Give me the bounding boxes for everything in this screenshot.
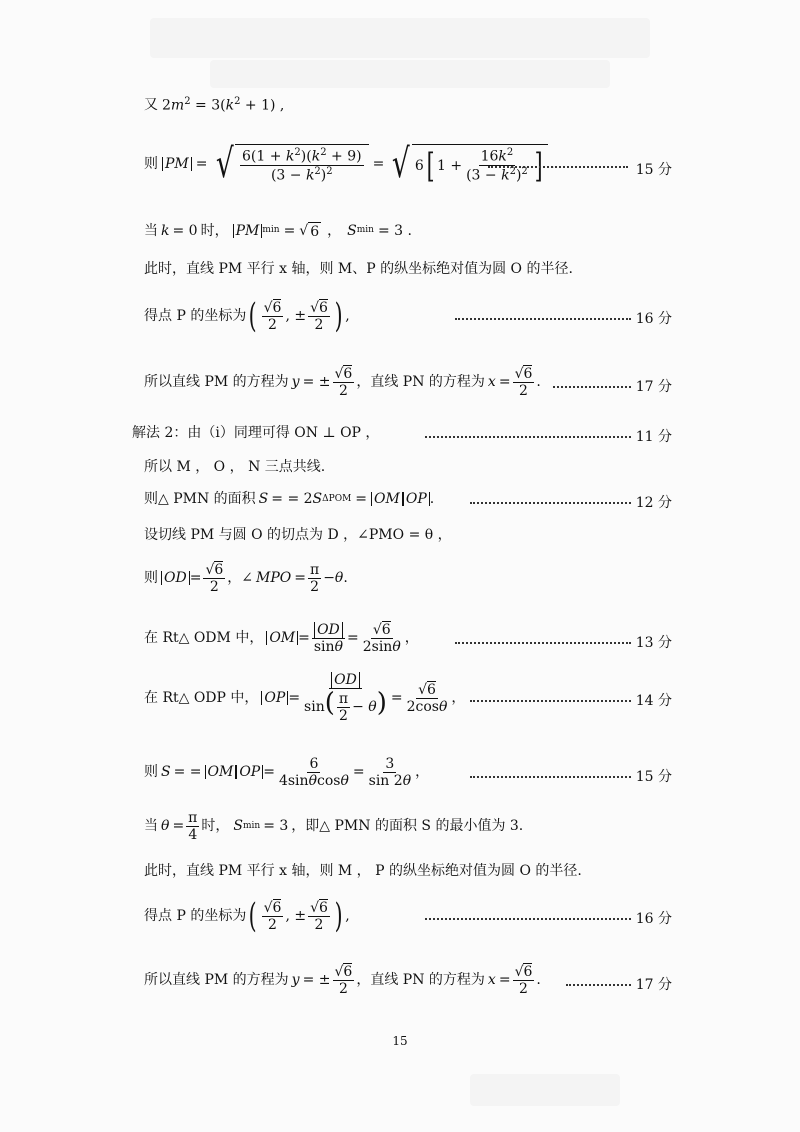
line-6-prefix: 所以直线 PM 的方程为 xyxy=(144,374,289,390)
line-13-text: 在 Rt△ ODP 中， xyxy=(144,690,259,706)
line-16: 此时，直线 PM 平行 x 轴，则 M ， P 的纵坐标绝对值为圆 O 的半径. xyxy=(144,863,582,879)
line-18-mid: ，直线 PN 的方程为 xyxy=(356,972,485,988)
line-15-suffix: ，即△ PMN 的面积 S 的最小值为 3. xyxy=(291,818,524,834)
dots-17b xyxy=(566,982,631,986)
score-15a: 15 分 xyxy=(635,162,672,178)
line-15-mid: 时， xyxy=(201,818,230,834)
line-5-text: 得点 P 的坐标为 xyxy=(144,308,247,324)
score-16b: 16 分 xyxy=(635,911,672,927)
line-12: 在 Rt△ ODM 中， OM = $\frac{OD}{\sin\theta}$ = $\frac{√6}{2\sin\theta}$ ， xyxy=(144,621,419,655)
dots-12 xyxy=(470,500,631,504)
watermark-top-2 xyxy=(210,60,610,88)
line-17: 得点 P 的坐标为 ( $\frac{√6}{2}$ , ± $\frac{√6}{2}$ ) , xyxy=(144,896,350,936)
watermark-bottom xyxy=(470,1074,620,1106)
dots-16a xyxy=(455,316,631,320)
line-2-text: 则 xyxy=(144,156,158,172)
line-15: 当 θ = $\frac{\pi}{4}$ 时， S min = 3 ，即△ PMN 的面积 S 的最小值为 3. xyxy=(144,809,524,843)
sqrt-pm-2: √ 6 [ 1 + $\frac{16k^2}{(3 - k^2)^2}$ ] xyxy=(388,144,548,184)
sqrt-pm-1: √ $\frac{6(1 + k^2)(k^2 + 9)}{(3 - k^2)^2}$ xyxy=(212,144,369,184)
score-14: 14 分 xyxy=(635,693,672,709)
formula-2m2: $2m^2 = 3(k^2 + 1)$ , xyxy=(162,96,285,114)
line-11-text: 则 xyxy=(144,570,158,586)
dots-15b xyxy=(470,774,631,778)
line-14: 则 S = = OM OP = $\frac{6}{4\sin\theta\cos\theta}$ = $\frac{3}{\sin 2\theta}$ ， xyxy=(144,755,430,789)
line-13: 在 Rt△ ODP 中， OP = OD sin( $\frac{\pi}{2}$ − θ) = $\frac{√6}{2\cos\theta}$ ， xyxy=(144,672,466,724)
line-6: 所以直线 PM 的方程为 y = ± $\frac{√6}{2}$ ，直线 PN 的方程为 x = $\frac{√6}{2}$ . xyxy=(144,365,541,399)
dots-17a xyxy=(553,384,631,388)
line-18: 所以直线 PM 的方程为 y = ± $\frac{√6}{2}$ ，直线 PN 的方程为 x = $\frac{√6}{2}$ . xyxy=(144,963,541,997)
line-1 xyxy=(0,97,800,113)
dots-13 xyxy=(455,640,631,644)
watermark-top xyxy=(150,18,650,58)
score-13: 13 分 xyxy=(635,635,672,651)
page-number: 15 xyxy=(392,1034,408,1048)
line-9-text: 则△ PMN 的面积 xyxy=(144,491,256,507)
line-4: 此时，直线 PM 平行 x 轴，则 M、P 的纵坐标绝对值为圆 O 的半径. xyxy=(144,261,573,277)
line-17-text: 得点 P 的坐标为 xyxy=(144,908,247,924)
line-15-prefix: 当 xyxy=(144,818,158,834)
line-2: 则 PM = √ $\frac{6(1 + k^2)(k^2 + 9)}{(3 - k^2)^2}$ = √ 6 [ 1 + $\frac{16k^2}{(3 - k^2)^2}$ ] . xyxy=(144,141,555,187)
line-7: 解法 2：由（ⅰ）同理可得 ON ⊥ OP ， xyxy=(132,425,380,441)
line-3-mid: 时， xyxy=(200,222,229,239)
score-17b: 17 分 xyxy=(635,977,672,993)
line-18-prefix: 所以直线 PM 的方程为 xyxy=(144,972,289,988)
line-5: 得点 P 的坐标为 ( $\frac{√6}{2}$ , ± $\frac{√6}{2}$ ) , xyxy=(144,296,350,336)
line-11: 则 OD = $\frac{√6}{2}$ ，∠ MPO = $\frac{\pi}{2}$ − θ . xyxy=(144,561,348,595)
score-16a: 16 分 xyxy=(635,311,672,327)
score-15b: 15 分 xyxy=(635,769,672,785)
dots-15a xyxy=(488,164,628,168)
line-3: 当 k = 0 时， PM min = √ 6 ， S min = 3 . xyxy=(144,222,412,240)
line-12-text: 在 Rt△ ODM 中， xyxy=(144,630,264,646)
abs-pm: PM xyxy=(162,157,192,171)
line-1-text: 又 xyxy=(144,96,158,113)
line-9: 则△ PMN 的面积 S = = 2 S ΔPOM = OM OP . xyxy=(144,491,435,507)
score-11: 11 分 xyxy=(635,429,672,445)
score-12: 12 分 xyxy=(635,495,672,511)
dots-16b xyxy=(425,916,631,920)
line-10: 设切线 PM 与圆 O 的切点为 D ，∠PMO = θ ， xyxy=(144,527,452,543)
line-6-mid: ，直线 PN 的方程为 xyxy=(356,374,485,390)
score-17a: 17 分 xyxy=(635,379,672,395)
dots-11 xyxy=(425,434,631,438)
line-3-prefix: 当 xyxy=(144,222,158,239)
line-14-text: 则 xyxy=(144,764,158,780)
dots-14 xyxy=(470,698,631,702)
line-8: 所以 M ， O ， N 三点共线. xyxy=(144,459,326,475)
